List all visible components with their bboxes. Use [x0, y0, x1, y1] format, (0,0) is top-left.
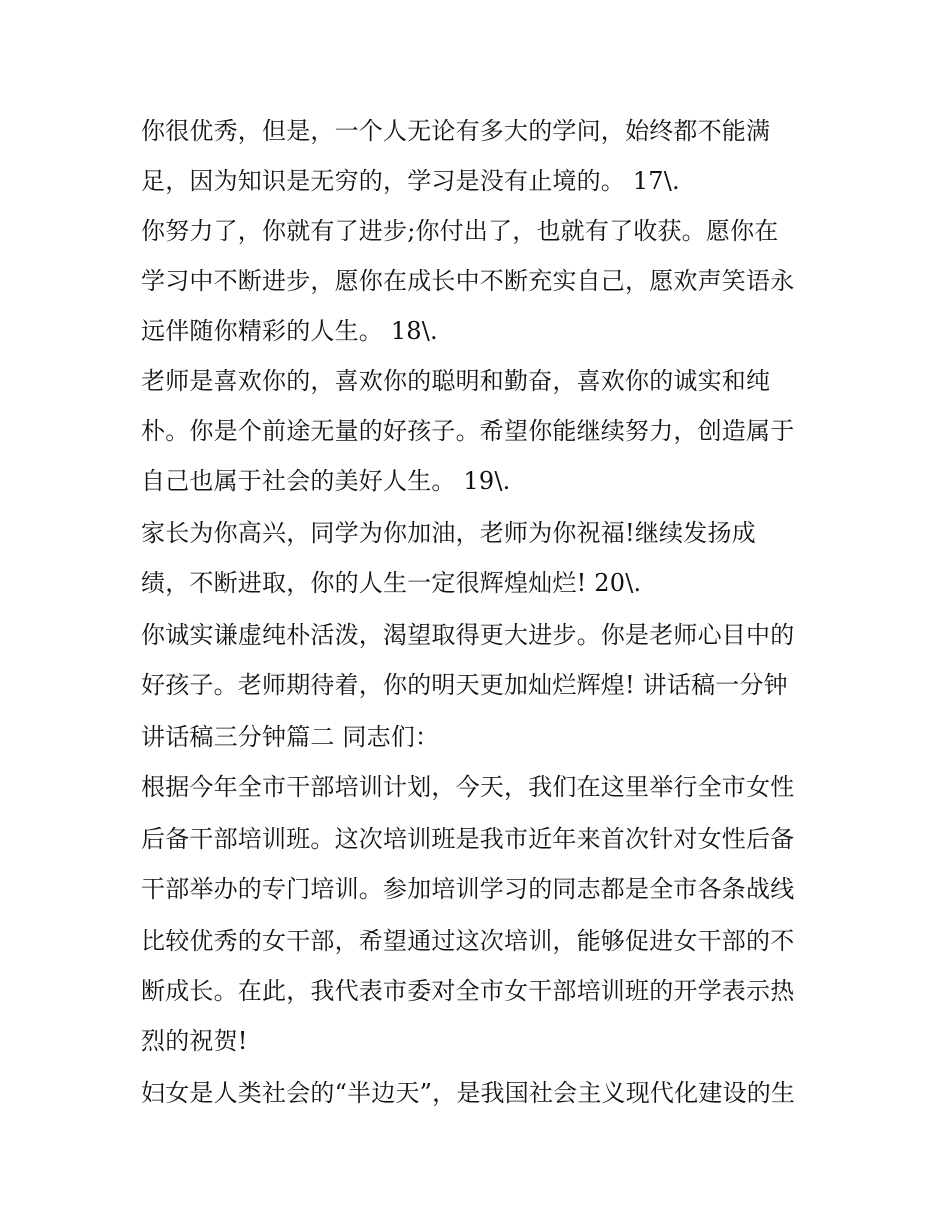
text-line: 你诚实谦虚纯朴活泼，渴望取得更大进步。你是老师心目中的 [141, 621, 795, 649]
text-line: 自己也属于社会的美好人生。 19\. [141, 467, 511, 495]
text-line: 你很优秀，但是，一个人无论有多大的学问，始终都不能满 [141, 117, 771, 145]
text-line: 学习中不断进步，愿你在成长中不断充实自己，愿欢声笑语永 [141, 267, 795, 295]
text-line: 家长为你高兴，同学为你加油，老师为你祝福!继续发扬成 [141, 519, 756, 547]
text-line: 老师是喜欢你的，喜欢你的聪明和勤奋，喜欢你的诚实和纯 [141, 367, 771, 395]
text-line: 你努力了，你就有了进步;你付出了，也就有了收获。愿你在 [141, 217, 779, 245]
text-line: 远伴随你精彩的人生。 18\. [141, 317, 438, 345]
text-line: 烈的祝贺! [141, 1027, 248, 1055]
text-line: 朴。你是个前途无量的好孩子。希望你能继续努力，创造属于 [141, 417, 795, 445]
text-line: 干部举办的专门培训。参加培训学习的同志都是全市各条战线 [141, 875, 795, 903]
text-line: 足，因为知识是无穷的，学习是没有止境的。 17\. [141, 167, 680, 195]
text-line: 妇女是人类社会的“半边天”，是我国社会主义现代化建设的生 [141, 1079, 796, 1107]
text-line: 断成长。在此，我代表市委对全市女干部培训班的开学表示热 [141, 977, 795, 1005]
text-line: 好孩子。老师期待着，你的明天更加灿烂辉煌! 讲话稿一分钟 [141, 671, 788, 699]
text-line: 绩，不断进取，你的人生一定很辉煌灿烂! 20\. [141, 569, 642, 597]
text-line: 讲话稿三分钟篇二 同志们： [141, 723, 440, 751]
text-line: 根据今年全市干部培训计划，今天，我们在这里举行全市女性 [141, 773, 795, 801]
text-line: 后备干部培训班。这次培训班是我市近年来首次针对女性后备 [141, 825, 795, 853]
text-line: 比较优秀的女干部，希望通过这次培训，能够促进女干部的不 [141, 927, 795, 955]
